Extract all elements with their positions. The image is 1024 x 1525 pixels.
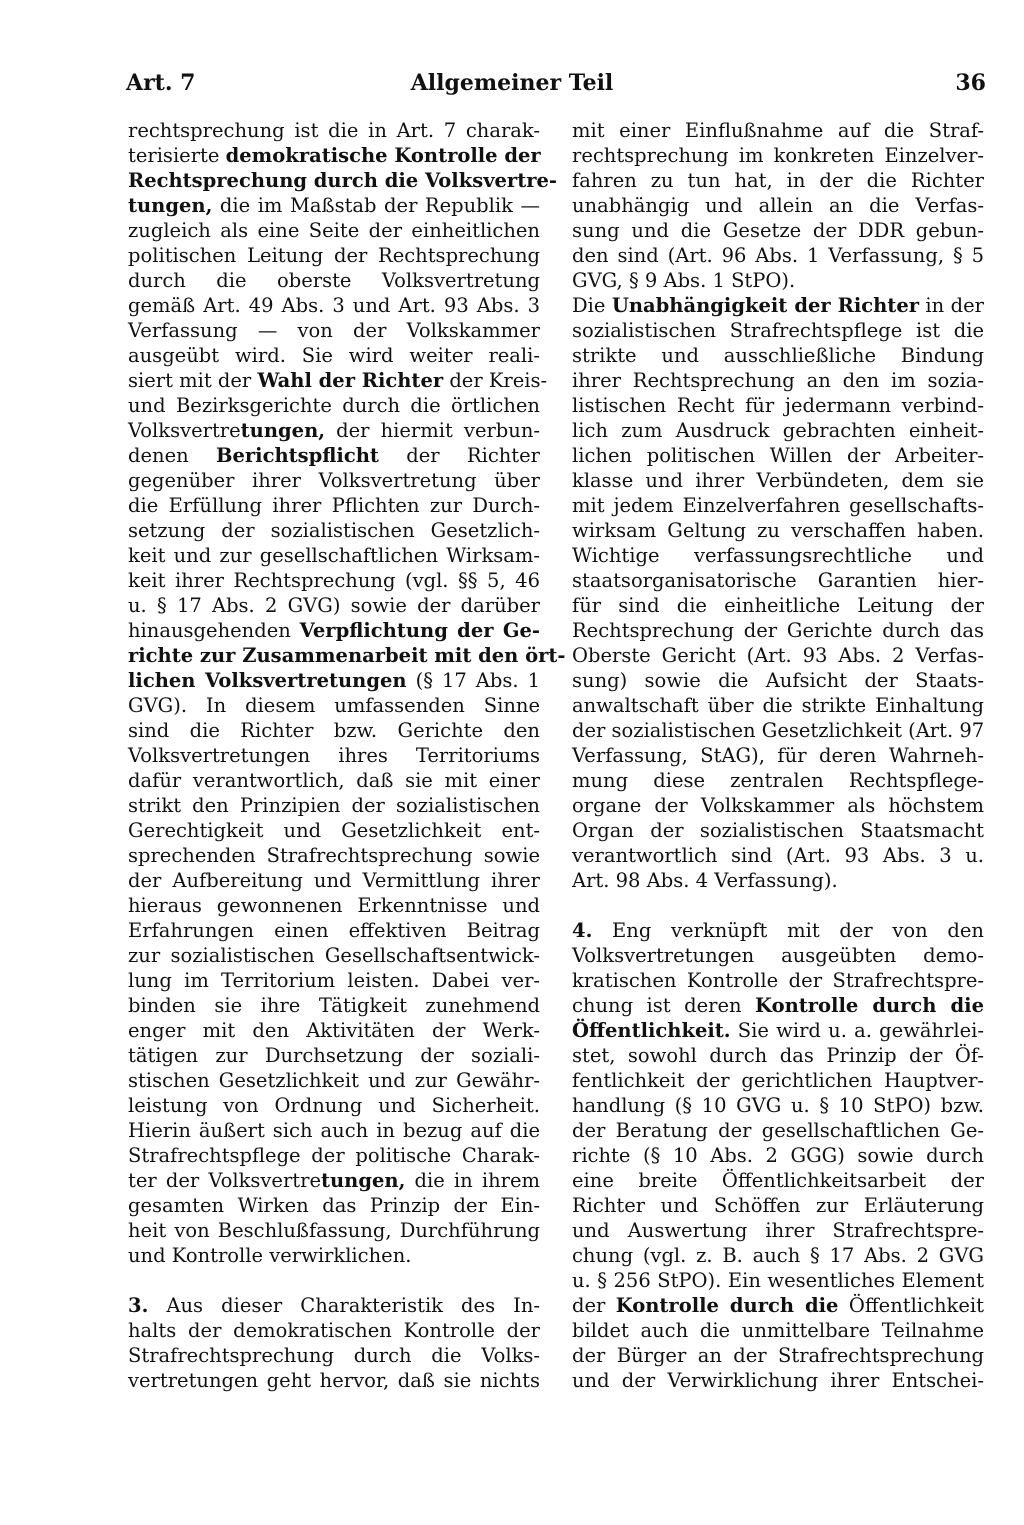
text-line: Organ der sozialistischen Staatsmacht	[572, 819, 984, 842]
text-line: lung im Territorium leisten. Dabei ver-	[128, 969, 540, 992]
text-line: Verfassung, StAG), für deren Wahrneh-	[572, 744, 984, 767]
text-line: klasse und ihrer Verbündeten, dem sie	[572, 469, 984, 492]
text-line: GVG). In diesem umfassenden Sinne	[128, 694, 540, 717]
text-line: gegenüber ihrer Volksvertretung über	[128, 469, 540, 492]
text-line: Strafrechtspflege der politische Charak-	[128, 1144, 540, 1167]
text-line: für sind die einheitliche Leitung der	[572, 594, 984, 617]
text-line: sind die Richter bzw. Gerichte den	[128, 719, 540, 742]
paragraph-2-continued	[128, 118, 566, 1268]
text-line: und Bezirksgerichte durch die örtlichen	[128, 394, 540, 417]
left-column	[128, 118, 566, 1393]
text-line: hinausgehenden Verpflichtung der Ge-	[128, 619, 540, 642]
text-line: ihrer Rechtsprechung an den im sozia-	[572, 369, 984, 392]
text-line: keit ihrer Rechtsprechung (vgl. §§ 5, 46	[128, 569, 540, 592]
text-line: der Kontrolle durch die Öffentlichkeit	[572, 1294, 984, 1317]
text-line: anwaltschaft über die strikte Einhaltung	[572, 694, 984, 717]
text-line: zugleich als eine Seite der einheitlichen	[128, 219, 540, 242]
text-line: und Auswertung ihrer Strafrechtspre-	[572, 1219, 984, 1242]
text-line: Verfassung — von der Volkskammer	[128, 319, 540, 342]
text-line: fentlichkeit der gerichtlichen Hauptver-	[572, 1069, 984, 1092]
text-line: denen Berichtspflicht der Richter	[128, 444, 540, 467]
text-line: wirksam Geltung zu verschaffen haben.	[572, 519, 984, 542]
paragraph-gap	[572, 893, 984, 918]
text-line: terisierte demokratische Kontrolle der	[128, 144, 541, 167]
text-line: richte zur Zusammenarbeit mit den ört-	[128, 644, 566, 667]
text-line: strikt den Prinzipien der sozialistischen	[128, 794, 540, 817]
text-line: GVG, § 9 Abs. 1 StPO).	[572, 269, 796, 292]
text-line: durch die oberste Volksvertretung	[128, 269, 540, 292]
text-line: Wichtige verfassungsrechtliche und	[572, 544, 984, 567]
text-line: halts der demokratischen Kontrolle der	[128, 1319, 540, 1342]
text-line: sung) sowie die Aufsicht der Staats-	[572, 669, 984, 692]
article-label: Art. 7	[126, 70, 196, 96]
text-line: setzung der sozialistischen Gesetzlich-	[128, 519, 540, 542]
text-line: staatsorganisatorische Garantien hier-	[572, 569, 984, 592]
text-line: den sind (Art. 96 Abs. 1 Verfassung, § 5	[572, 244, 984, 267]
text-line: organe der Volkskammer als höchstem	[572, 794, 984, 817]
right-column	[572, 118, 984, 1393]
text-line: mit einer Einflußnahme auf die Straf-	[572, 119, 984, 142]
text-line: Hierin äußert sich auch in bezug auf die	[128, 1119, 540, 1142]
text-line: Rechtsprechung der Gerichte durch das	[572, 619, 984, 642]
text-line: stet, sowohl durch das Prinzip der Öf-	[572, 1044, 984, 1067]
text-line: unabhängig und allein an die Verfas-	[572, 194, 984, 217]
paragraph-3-continued	[572, 118, 984, 293]
text-line: rechtsprechung ist die in Art. 7 charak-	[128, 119, 540, 142]
text-line: bildet auch die unmittelbare Teilnahme	[572, 1319, 984, 1342]
text-line: Die Unabhängigkeit der Richter in der	[572, 294, 984, 317]
text-line: der Aufbereitung und Vermittlung ihrer	[128, 869, 540, 892]
paragraph-independence	[572, 293, 984, 893]
text-line: Rechtsprechung durch die Volksvertre-	[128, 169, 557, 192]
text-line: lichen politischen Willen der Arbeiter-	[572, 444, 984, 467]
text-line: gemäß Art. 49 Abs. 3 und Art. 93 Abs. 3	[128, 294, 540, 317]
text-line: Volksvertretungen ausgeübten demo-	[572, 944, 984, 967]
text-line: der sozialistischen Gesetzlichkeit (Art. 97	[572, 719, 985, 742]
text-line: vertretungen geht hervor, daß sie nichts	[128, 1369, 540, 1392]
text-line: binden sie ihre Tätigkeit zunehmend	[128, 994, 540, 1017]
text-line: verantwortlich sind (Art. 93 Abs. 3 u.	[572, 844, 984, 867]
text-line: eine breite Öffentlichkeitsarbeit der	[572, 1169, 984, 1192]
text-line: 3. Aus dieser Charakteristik des In-	[128, 1294, 540, 1317]
text-line: handlung (§ 10 GVG u. § 10 StPO) bzw.	[572, 1094, 984, 1117]
text-line: tungen, die im Maßstab der Republik —	[128, 194, 540, 217]
text-line: listischen Recht für jedermann verbind-	[572, 394, 984, 417]
text-line: sprechenden Strafrechtsprechung sowie	[128, 844, 540, 867]
text-line: richte (§ 10 Abs. 2 GGG) sowie durch	[572, 1144, 984, 1167]
text-line: stischen Gesetzlichkeit und zur Gewähr-	[128, 1069, 540, 1092]
text-line: Volksvertretungen ihres Territoriums	[128, 744, 540, 767]
text-line: kratischen Kontrolle der Strafrechtspre-	[572, 969, 984, 992]
text-line: siert mit der Wahl der Richter der Kreis-	[128, 369, 548, 392]
text-line: Erfahrungen einen effektiven Beitrag	[128, 919, 540, 942]
text-line: und Kontrolle verwirklichen.	[128, 1244, 412, 1267]
text-line: leistung von Ordnung und Sicherheit.	[128, 1094, 540, 1117]
paragraph-4	[572, 918, 984, 1393]
text-line: der Bürger an der Strafrechtsprechung	[572, 1344, 984, 1367]
text-line: fahren zu tun hat, in der die Richter	[572, 169, 984, 192]
text-line: Strafrechtsprechung durch die Volks-	[128, 1344, 540, 1367]
paragraph-3	[128, 1293, 540, 1393]
text-line: chung (vgl. z. B. auch § 17 Abs. 2 GVG	[572, 1244, 984, 1267]
text-line: Art. 98 Abs. 4 Verfassung).	[572, 869, 838, 892]
text-line: und der Verwirklichung ihrer Entschei-	[572, 1369, 984, 1392]
text-line: Volksvertretungen, der hiermit verbun-	[128, 419, 540, 442]
text-line: mit jedem Einzelverfahren gesellschafts-	[572, 494, 984, 517]
text-line: u. § 256 StPO). Ein wesentliches Element	[572, 1269, 984, 1292]
text-line: gesamten Wirken das Prinzip der Ein-	[128, 1194, 540, 1217]
text-line: mung diese zentralen Rechtspflege-	[572, 769, 984, 792]
text-line: chung ist deren Kontrolle durch die	[572, 994, 984, 1017]
text-line: dafür verantwortlich, daß sie mit einer	[128, 769, 540, 792]
page-number: 36	[955, 70, 986, 96]
text-line: keit und zur gesellschaftlichen Wirksam-	[128, 544, 540, 567]
text-line: tätigen zur Durchsetzung der soziali-	[128, 1044, 540, 1067]
paragraph-gap	[128, 1268, 540, 1293]
text-line: ter der Volksvertretungen, die in ihrem	[128, 1169, 540, 1192]
text-line: ausgeübt wird. Sie wird weiter reali-	[128, 344, 540, 367]
text-line: strikte und ausschließliche Bindung	[572, 344, 984, 367]
text-line: 4. Eng verknüpft mit der von den	[572, 919, 984, 942]
text-line: Gerechtigkeit und Gesetzlichkeit ent-	[128, 819, 540, 842]
text-line: sung und die Gesetze der DDR gebun-	[572, 219, 984, 242]
text-line: rechtsprechung im konkreten Einzelver-	[572, 144, 984, 167]
text-line: heit von Beschlußfassung, Durchführung	[128, 1219, 540, 1242]
section-title: Allgemeiner Teil	[410, 70, 614, 96]
text-line: Oberste Gericht (Art. 93 Abs. 2 Verfas-	[572, 644, 984, 667]
text-line: politischen Leitung der Rechtsprechung	[128, 244, 540, 267]
page-header	[0, 62, 1024, 102]
text-line: Richter und Schöffen zur Erläuterung	[572, 1194, 984, 1217]
text-line: enger mit den Aktivitäten der Werk-	[128, 1019, 540, 1042]
text-line: zur sozialistischen Gesellschaftsentwick-	[128, 944, 540, 967]
text-line: sozialistischen Strafrechtspflege ist die	[572, 319, 984, 342]
text-line: lich zum Ausdruck gebrachten einheit-	[572, 419, 984, 442]
text-line: lichen Volksvertretungen (§ 17 Abs. 1	[128, 669, 540, 692]
text-line: u. § 17 Abs. 2 GVG) sowie der darüber	[128, 594, 540, 617]
text-line: der Beratung der gesellschaftlichen Ge-	[572, 1119, 984, 1142]
text-line: Öffentlichkeit. Sie wird u. a. gewährlei-	[572, 1019, 984, 1042]
text-line: die Erfüllung ihrer Pflichten zur Durch-	[128, 494, 540, 517]
text-line: hieraus gewonnenen Erkenntnisse und	[128, 894, 540, 917]
